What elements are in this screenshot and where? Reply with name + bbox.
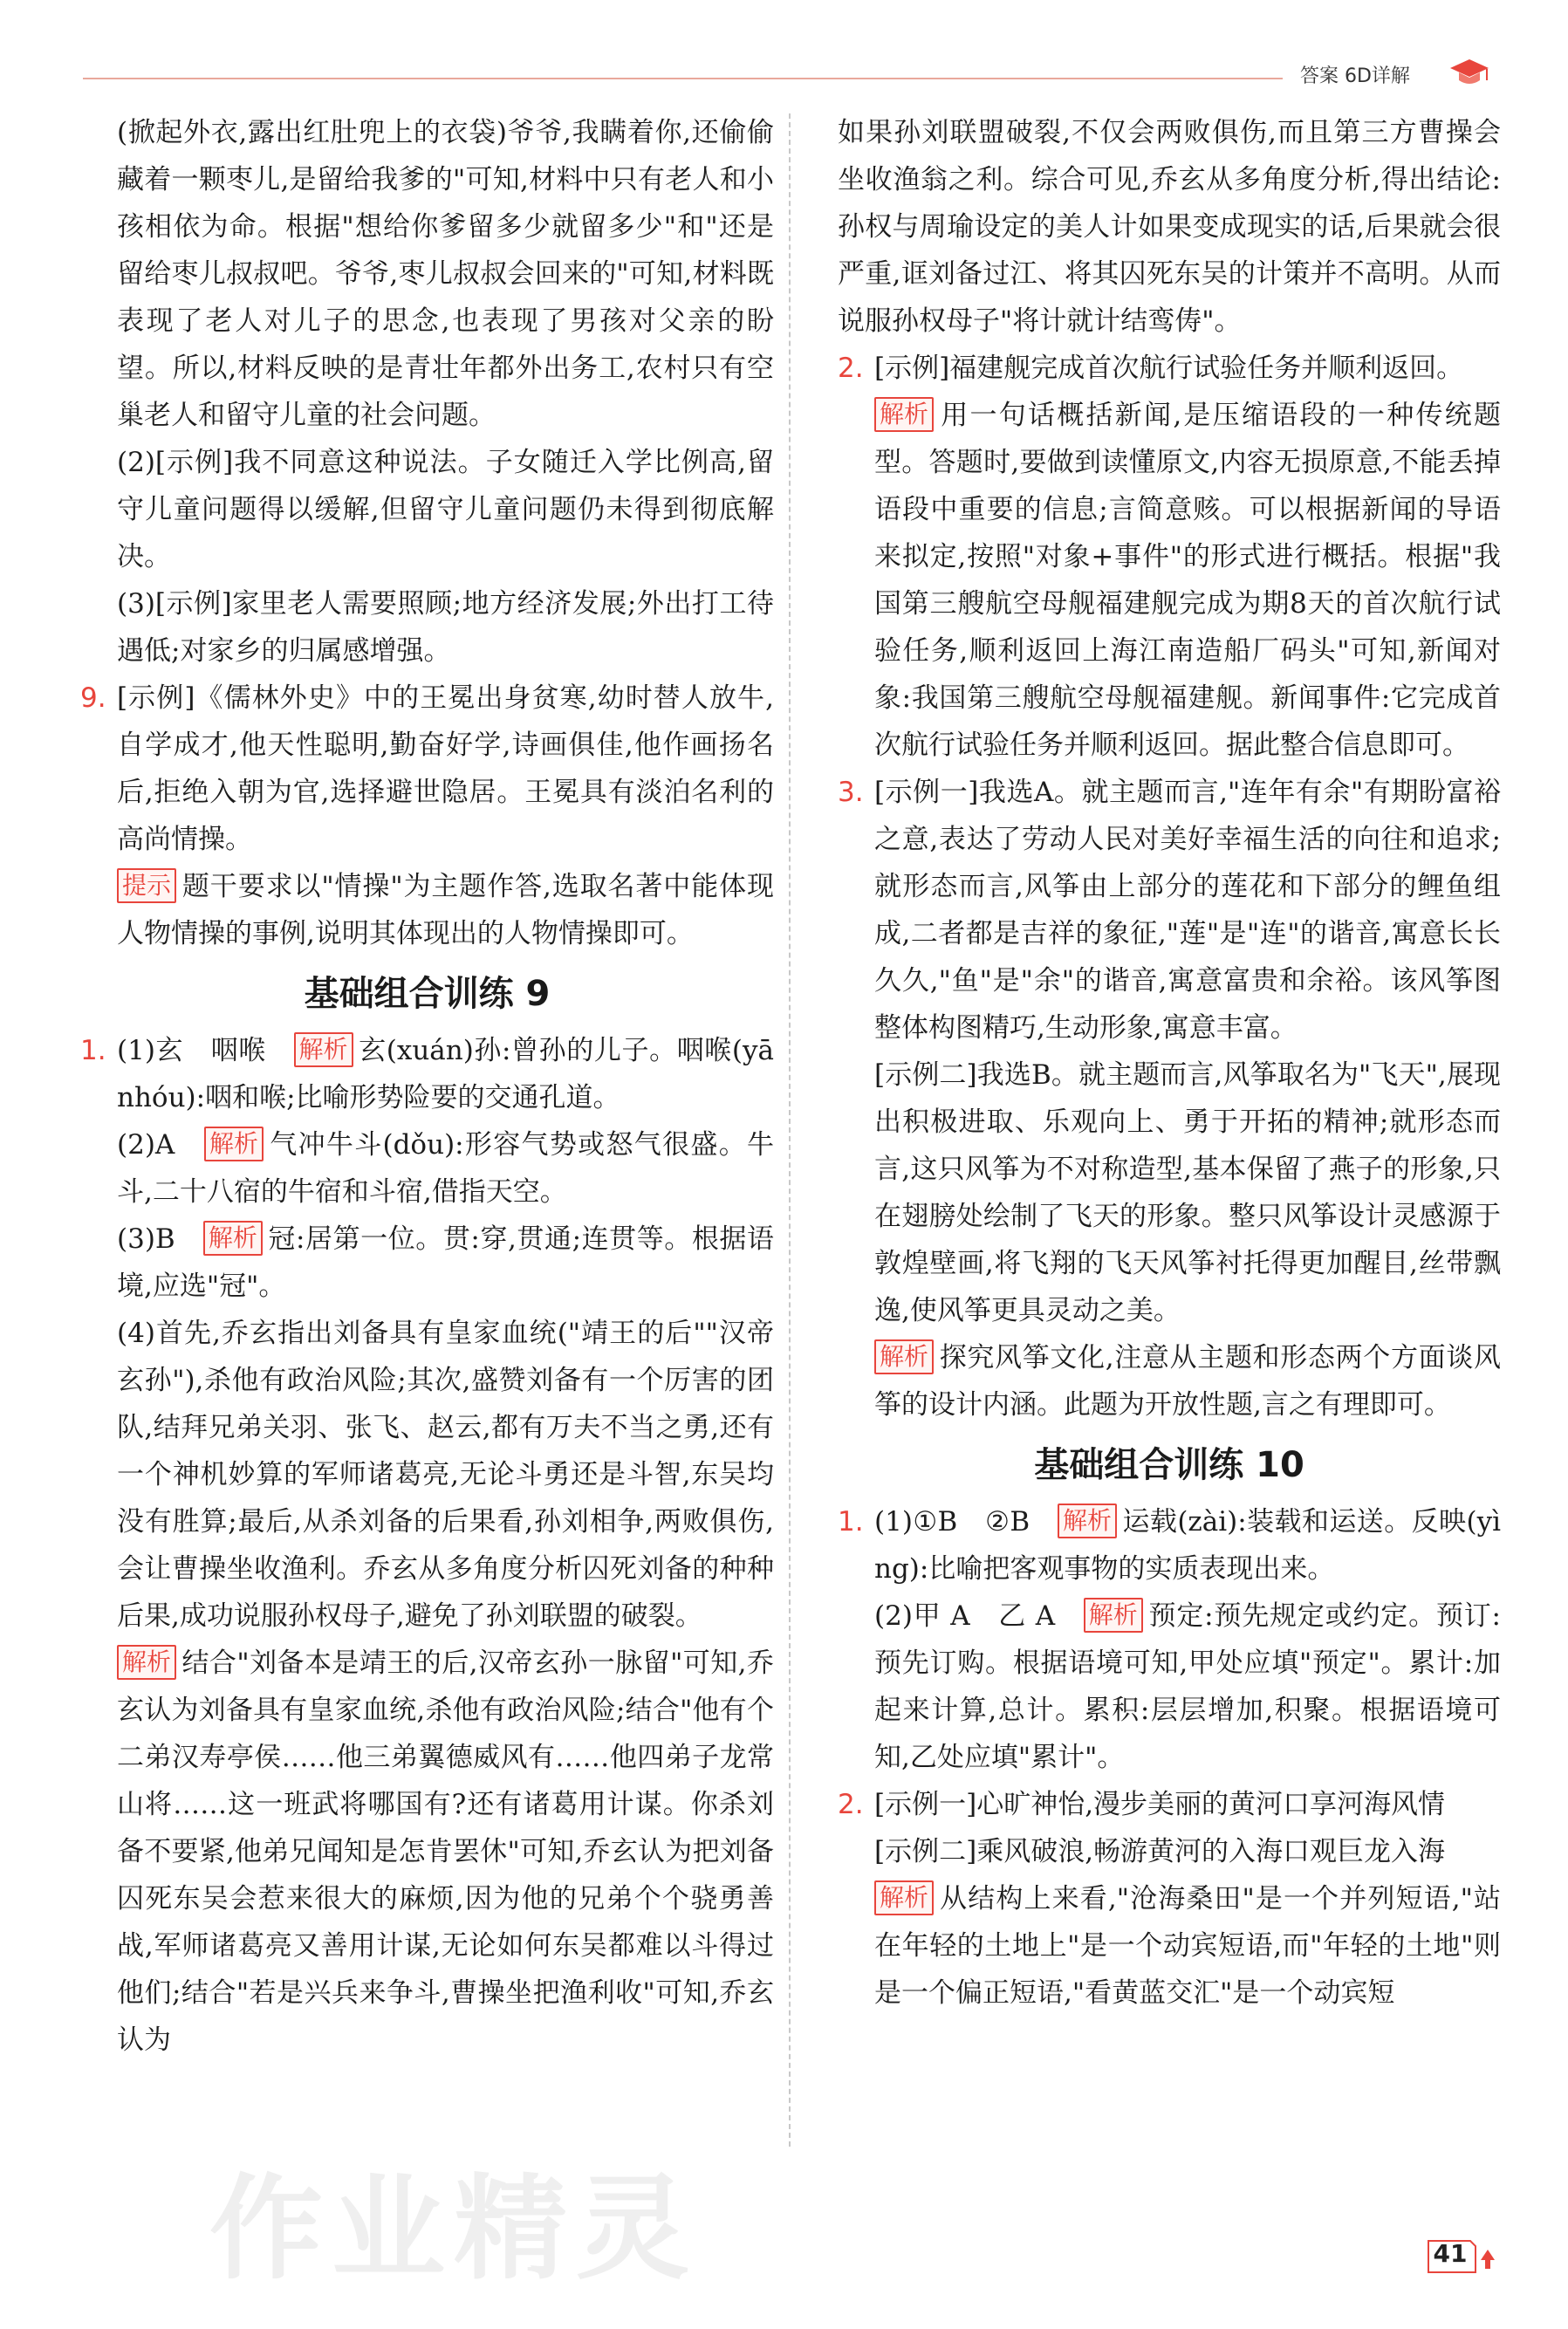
question-number: 3. bbox=[838, 777, 864, 808]
section-title: 基础组合训练 10 bbox=[1034, 1445, 1304, 1485]
analysis-text: 冠:居第一位。贯:穿,贯通;连贯等。根据语境,应选"冠"。 bbox=[117, 1223, 774, 1302]
watermark: 作业精灵 bbox=[209, 2162, 699, 2295]
tip-text: 题干要求以"情操"为主题作答,选取名著中能体现人物情操的事例,说明其体现出的人物情操即可。 bbox=[117, 871, 774, 949]
question-9 bbox=[80, 675, 774, 957]
s10-question-2 bbox=[838, 1781, 1501, 2017]
answer-text: [示例二]乘风破浪,畅游黄河的入海口观巨龙入海 bbox=[874, 1836, 1446, 1867]
answer-text: (2)甲 A 乙 A bbox=[874, 1600, 1056, 1632]
analysis-text: 用一句话概括新闻,是压缩语段的一种传统题型。答题时,要做到读懂原文,内容无损原意,不能丢掉语段中重要的信息;言简意赅。可以根据新闻的导语来拟定,按照"对象+事件"的形式进行概括。根据"我国第三艘航空母舰福建舰完成为期8天的首次航行试验任务,顺利返回上海江南造船厂码头"可知,新闻对象:我国第三艘航空母舰福建舰。新闻事件:它完成首次航行试验任务并顺利返回。据此整合信息即可。 bbox=[874, 400, 1501, 761]
analysis-text: 预定:预先规定或约定。预订:预先订购。根据语境可知,甲处应填"预定"。累计:加起来计算,总计。累积:层层增加,积聚。根据语境可知,乙处应填"累计"。 bbox=[874, 1600, 1501, 1773]
analysis-tag: 解析 bbox=[204, 1127, 264, 1161]
analysis-tag: 解析 bbox=[1058, 1504, 1117, 1538]
analysis-tag: 解析 bbox=[117, 1645, 176, 1680]
analysis-tag: 解析 bbox=[874, 1880, 934, 1915]
answer-paragraph: 如果孙刘联盟破裂,不仅会两败俱伤,而且第三方曹操会坐收渔翁之利。综合可见,乔玄从多角度分析,得出结论:孙权与周瑜设定的美人计如果变成现实的话,后果就会很严重,诓刘备过江、将其囚死东吴的计策并不高明。从而说服孙权母子"将计就计结鸾俦"。 bbox=[838, 117, 1501, 337]
question-2 bbox=[838, 345, 1501, 769]
answer-text: (3)B bbox=[117, 1223, 175, 1255]
left-column bbox=[80, 109, 774, 2064]
analysis-text: 运载(zài):装载和运送。反映(yìng):比喻把客观事物的实质表现出来。 bbox=[874, 1506, 1502, 1585]
analysis-text: 结合"刘备本是靖王的后,汉帝玄孙一脉留"可知,乔玄认为刘备具有皇家血统,杀他有政治风险;结合"他有个二弟汉寿亭侯……他三弟翼德威风有……他四弟子龙常山将……这一班武将哪国有?还有诸葛用计谋。你杀刘备不要紧,他弟兄闻知是怎肯罢休"可知,乔玄认为把刘备囚死东吴会惹来很大的麻烦,因为他的兄弟个个骁勇善战,军师诸葛亮又善用计谋,无论如何东吴都难以斗得过他们;结合"若是兴兵来争斗,曹操坐把渔利收"可知,乔玄认为 bbox=[117, 1647, 774, 2056]
header-label: 答案 6D详解 bbox=[1300, 65, 1410, 87]
answer-text: [示例]福建舰完成首次航行试验任务并顺利返回。 bbox=[874, 353, 1464, 384]
question-number: 2. bbox=[838, 353, 864, 384]
s9-question-1 bbox=[80, 1027, 774, 2064]
analysis-tag: 解析 bbox=[874, 397, 934, 432]
page-number: 41 bbox=[1433, 2239, 1468, 2268]
answer-text: [示例]《儒林外史》中的王冕出身贫寒,幼时替人放牛,自学成才,他天性聪明,勤奋好学,诗画俱佳,他作画扬名后,拒绝入朝为官,选择避世隐居。王冕具有淡泊名利的高尚情操。 bbox=[117, 682, 774, 855]
tip-tag: 提示 bbox=[117, 868, 176, 903]
analysis-text: 探究风筝文化,注意从主题和形态两个方面谈风筝的设计内涵。此题为开放性题,言之有理即可。 bbox=[874, 1342, 1501, 1421]
analysis-text: 玄(xuán)孙:曾孙的儿子。咽喉(yānhóu):咽和喉;比喻形势险要的交通孔道。 bbox=[117, 1035, 774, 1113]
question-3 bbox=[838, 769, 1501, 1428]
question-number: 2. bbox=[838, 1789, 864, 1820]
answer-text: [示例二]我选B。就主题而言,风筝取名为"飞天",展现出积极进取、乐观向上、勇于开拓的精神;就形态而言,这只风筝为不对称造型,基本保留了燕子的形象,只在翅膀处绘制了飞天的形象。整只风筝设计灵感源于敦煌壁画,将飞翔的飞天风筝衬托得更加醒目,丝带飘逸,使风筝更具灵动之美。 bbox=[874, 1059, 1501, 1326]
question-number: 9. bbox=[80, 682, 106, 714]
answer-paragraph: (掀起外衣,露出红肚兜上的衣袋)爷爷,我瞒着你,还偷偷藏着一颗枣儿,是留给我爹的"可知,材料中只有老人和小孩相依为命。根据"想给你爹留多少就留多少"和"还是留给枣儿叔叔吧。爷爷,枣儿叔叔会回来的"可知,材料既表现了老人对儿子的思念,也表现了男孩对父亲的盼望。所以,材料反映的是青壮年都外出务工,农村只有空巢老人和留守儿童的社会问题。 bbox=[117, 117, 774, 431]
question-number: 1. bbox=[80, 1035, 106, 1066]
answer-text: (1)玄 咽喉 bbox=[117, 1035, 266, 1066]
column-divider bbox=[789, 113, 791, 2147]
analysis-text: 从结构上来看,"沧海桑田"是一个并列短语,"站在年轻的土地上"是一个动宾短语,而"年轻的土地"则是一个偏正短语,"看黄蓝交汇"是一个动宾短 bbox=[874, 1883, 1501, 2009]
answer-text: [示例一]心旷神怡,漫步美丽的黄河口享河海风情 bbox=[874, 1789, 1446, 1820]
header-rule bbox=[83, 78, 1283, 79]
analysis-tag: 解析 bbox=[294, 1032, 353, 1067]
right-column bbox=[838, 109, 1501, 2017]
answer-text: (4)首先,乔玄指出刘备具有皇家血统("靖王的后""汉帝玄孙"),杀他有政治风险;其次,盛赞刘备有一个厉害的团队,结拜兄弟关羽、张飞、赵云,都有万夫不当之勇,还有一个神机妙算的军师诸葛亮,无论斗勇还是斗智,东吴均没有胜算;最后,从杀刘备的后果看,孙刘相争,两败俱伤,会让曹操坐收渔利。乔玄从多角度分析囚死刘备的种种后果,成功说服孙权母子,避免了孙刘联盟的破裂。 bbox=[117, 1318, 774, 1632]
question-number: 1. bbox=[838, 1506, 864, 1538]
analysis-tag: 解析 bbox=[203, 1221, 263, 1256]
s10-question-1 bbox=[838, 1498, 1501, 1781]
graduation-cap-icon bbox=[1448, 56, 1490, 91]
analysis-tag: 解析 bbox=[874, 1339, 934, 1374]
analysis-tag: 解析 bbox=[1084, 1598, 1143, 1633]
analysis-text: 气冲牛斗(dǒu):形容气势或怒气很盛。牛斗,二十八宿的牛宿和斗宿,借指天空。 bbox=[117, 1129, 775, 1208]
section-title: 基础组合训练 9 bbox=[304, 974, 551, 1014]
answer-paragraph: (3)[示例]家里老人需要照顾;地方经济发展;外出打工待遇低;对家乡的归属感增强。 bbox=[117, 588, 774, 667]
answer-paragraph: (2)[示例]我不同意这种说法。子女随迁入学比例高,留守儿童问题得以缓解,但留守儿童问题仍未得到彻底解决。 bbox=[117, 447, 774, 572]
answer-text: (1)①B ②B bbox=[874, 1506, 1030, 1538]
answer-text: (2)A bbox=[117, 1129, 175, 1161]
answer-text: [示例一]我选A。就主题而言,"连年有余"有期盼富裕之意,表达了劳动人民对美好幸福生活的向往和追求;就形态而言,风筝由上部分的莲花和下部分的鲤鱼组成,二者都是吉祥的象征,"莲"是"连"的谐音,寓意长长久久,"鱼"是"余"的谐音,寓意富贵和余裕。该风筝图整体构图精巧,生动形象,寓意丰富。 bbox=[874, 777, 1501, 1044]
